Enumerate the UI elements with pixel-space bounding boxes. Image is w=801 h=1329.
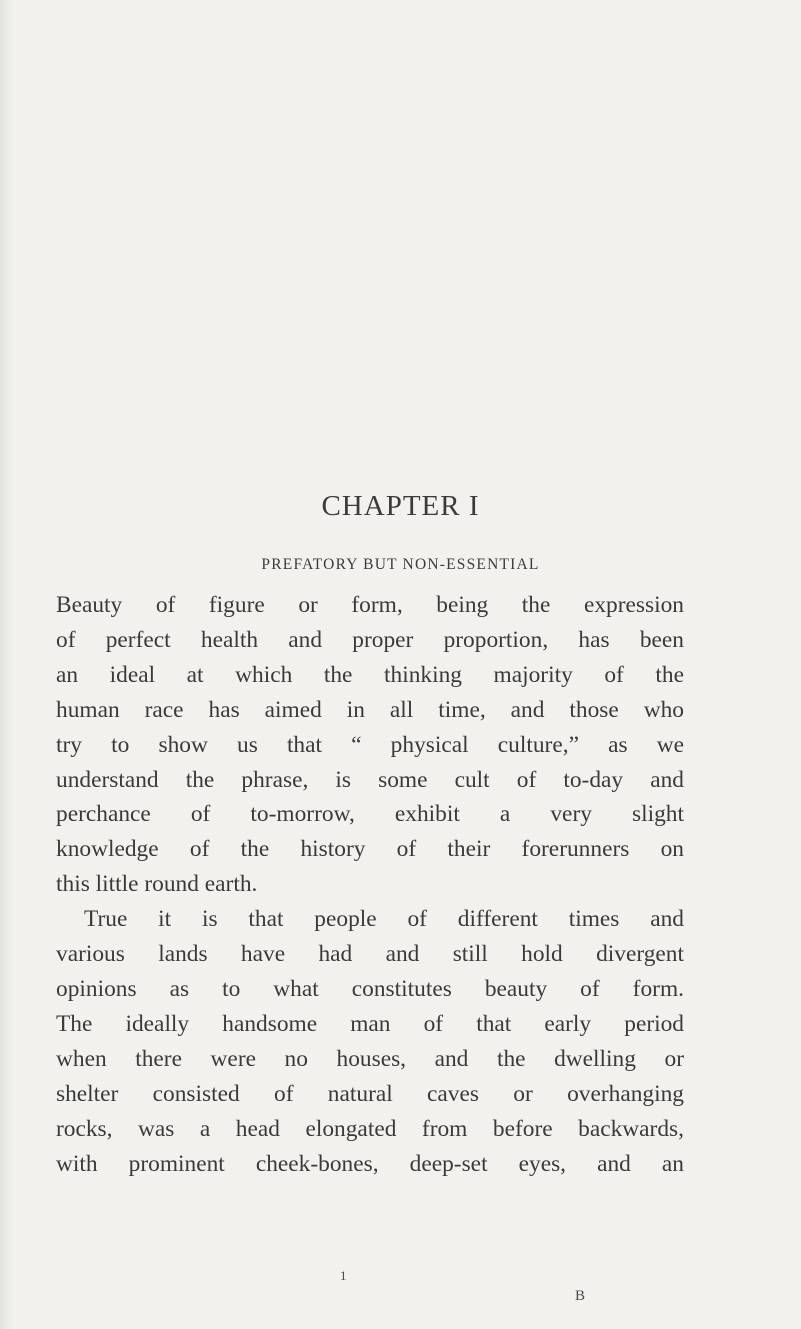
- text-line: opinions as to what constitutes beauty of form.: [56, 975, 684, 1002]
- text-line: of perfect health and proper proportion, has been: [56, 626, 684, 653]
- paragraph-2: [56, 902, 684, 1181]
- signature-mark: B: [575, 1288, 586, 1304]
- text-line: perchance of to-morrow, exhibit a very slight: [56, 801, 684, 828]
- chapter-subtitle: PREFATORY BUT NON-ESSENTIAL: [261, 556, 540, 573]
- text-line: various lands have had and still hold divergent: [56, 941, 684, 968]
- text-line: The ideally handsome man of that early period: [56, 1010, 684, 1037]
- text-line: Beauty of figure or form, being the expression: [56, 592, 684, 618]
- text-line: understand the phrase, is some cult of to-day and: [56, 766, 684, 793]
- text-line: this little round earth.: [56, 871, 258, 898]
- text-line: an ideal at which the thinking majority of the: [56, 661, 684, 688]
- chapter-heading: CHAPTER I: [321, 490, 480, 522]
- text-line: knowledge of the history of their forerunners on: [56, 836, 684, 863]
- text-line: when there were no houses, and the dwelling or: [56, 1045, 684, 1072]
- text-line: True it is that people of different times and: [84, 906, 684, 933]
- text-line: shelter consisted of natural caves or overhanging: [56, 1080, 684, 1107]
- text-line: try to show us that “ physical culture,” as we: [56, 731, 684, 758]
- body-text: [56, 588, 684, 1181]
- page-number: 1: [340, 1268, 347, 1283]
- text-line: human race has aimed in all time, and those who: [56, 696, 684, 723]
- paragraph-1: [56, 588, 684, 902]
- text-line: rocks, was a head elongated from before backwards,: [56, 1115, 684, 1142]
- text-line: with prominent cheek-bones, deep-set eyes, and an: [56, 1150, 684, 1177]
- page-edge-shadow: [0, 0, 14, 1329]
